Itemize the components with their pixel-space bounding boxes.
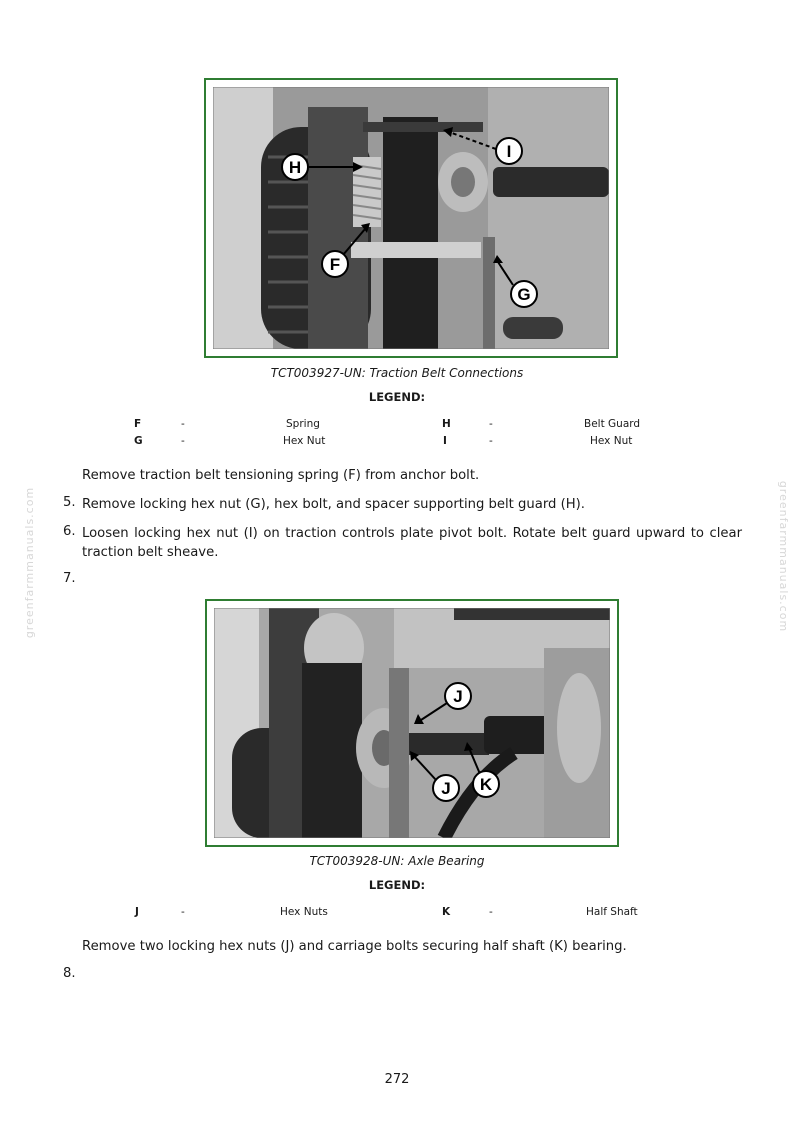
svg-text:J: J (453, 687, 463, 706)
legend-key: K (442, 906, 451, 918)
svg-text:J: J (441, 779, 451, 798)
step-7-number: 7. (63, 571, 76, 586)
legend-label: Hex Nuts (280, 906, 328, 918)
page-number: 272 (384, 1072, 410, 1087)
legend-sep: - (181, 435, 185, 447)
paragraph-2: Remove two locking hex nuts (J) and carriage bolts securing half shaft (K) bearing. (82, 939, 627, 954)
legend-label: Belt Guard (584, 418, 641, 430)
figure-2-photo (214, 608, 610, 838)
svg-text:K: K (479, 775, 493, 794)
watermark-right: greenfarmmanuals.com (777, 480, 791, 633)
legend-label: Hex Nut (283, 435, 326, 447)
legend-sep: - (181, 418, 185, 430)
legend-sep: - (489, 906, 493, 918)
legend-label: Spring (286, 418, 320, 430)
figure-2-caption: TCT003928-UN: Axle Bearing (309, 854, 485, 868)
watermark-left: greenfarmmanuals.com (23, 486, 37, 639)
figure-2-legend-title: LEGEND: (368, 878, 426, 892)
legend-key: I (443, 435, 447, 447)
svg-text:G: G (517, 285, 531, 304)
legend-sep: - (489, 435, 493, 447)
legend-label: Hex Nut (590, 435, 633, 447)
step-6-number: 6. (63, 524, 76, 539)
step-8-number: 8. (63, 966, 76, 981)
svg-text:I: I (506, 142, 512, 161)
step-6-text: Loosen locking hex nut (I) on traction controls plate pivot bolt. Rotate belt guard upward to clear traction belt sheave. (82, 526, 742, 560)
step-5-text: Remove locking hex nut (G), hex bolt, and spacer supporting belt guard (H). (82, 497, 586, 512)
legend-key: G (134, 435, 143, 447)
legend-label: Half Shaft (586, 906, 638, 918)
svg-text:H: H (288, 158, 302, 177)
paragraph-1: Remove traction belt tensioning spring (F) from anchor bolt. (82, 468, 480, 483)
figure-2-legend-row (0, 906, 794, 922)
figure-1-legend-row (0, 418, 794, 434)
legend-key: F (134, 418, 142, 430)
figure-1-legend-row (0, 435, 794, 451)
step-5-number: 5. (63, 495, 76, 510)
figure-1-caption: TCT003927-UN: Traction Belt Connections (270, 366, 524, 380)
figure-1-photo (213, 87, 609, 349)
figure-1-legend-title: LEGEND: (368, 390, 426, 404)
figure-2-frame (205, 599, 619, 847)
figure-1-frame (204, 78, 618, 358)
legend-key: H (442, 418, 451, 430)
svg-text:F: F (329, 255, 341, 274)
legend-sep: - (489, 418, 493, 430)
legend-key: J (135, 906, 139, 918)
legend-sep: - (181, 906, 185, 918)
